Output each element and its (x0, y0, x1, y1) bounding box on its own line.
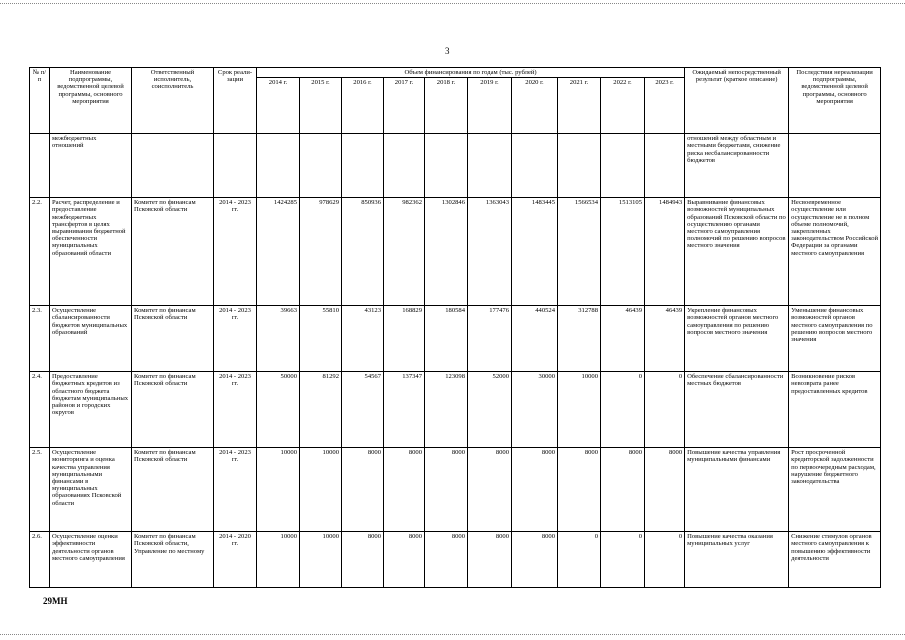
cell-consequences: Возникновение рисков невозврата ранее предоставленных кредитов (789, 372, 881, 448)
cell-term (214, 134, 257, 198)
footer-code: 29МН (43, 596, 68, 606)
cell-value: 137347 (384, 372, 425, 448)
cell-executor (132, 134, 214, 198)
cell-consequences: Рост просроченной кредиторской задолженности по первоочередным расходам, нарушение бюджетного законодательства (789, 448, 881, 532)
cell-value: 8000 (425, 532, 468, 588)
col-header-no: № п/п (30, 68, 50, 134)
col-header-result: Ожидаемый непосредственный результат (краткое описание) (685, 68, 789, 134)
cell-value: 1513105 (601, 198, 645, 306)
col-header-executor: Ответственный исполнитель, соисполнитель (132, 68, 214, 134)
col-header-funding: Объем финансирования по годам (тыс. рублей) (257, 68, 685, 78)
cell-value: 55810 (300, 306, 342, 372)
cell-name: Предоставление бюджетных кредитов из областного бюджета бюджетам муниципальных районов и городских округов (50, 372, 132, 448)
table-row (30, 134, 881, 198)
scan-edge-top (0, 3, 905, 4)
cell-name: Осуществление оценки эффективности деятельности органов местного самоуправления (50, 532, 132, 588)
cell-value: 0 (601, 372, 645, 448)
cell-value: 8000 (601, 448, 645, 532)
cell-name: Осуществление сбалансированности бюджетов муниципальных образований (50, 306, 132, 372)
cell-value (384, 134, 425, 198)
cell-term: 2014 - 2023 гг. (214, 448, 257, 532)
cell-value: 440524 (512, 306, 558, 372)
col-header-year: 2021 г. (558, 78, 601, 134)
col-header-year: 2017 г. (384, 78, 425, 134)
cell-value: 8000 (468, 532, 512, 588)
cell-value: 1302846 (425, 198, 468, 306)
cell-value: 8000 (512, 532, 558, 588)
cell-executor: Комитет по финансам Псковской области (132, 198, 214, 306)
cell-result: Повышение качества управления муниципальными финансами (685, 448, 789, 532)
col-header-year: 2022 г. (601, 78, 645, 134)
cell-result: Обеспечение сбалансированности местных бюджетов (685, 372, 789, 448)
cell-value: 180584 (425, 306, 468, 372)
cell-no: 2.3. (30, 306, 50, 372)
cell-value: 50000 (257, 372, 300, 448)
cell-value: 123098 (425, 372, 468, 448)
col-header-consequences: Последствия нереализации подпрограммы, ведомственной целевой программы, основного мероприятия (789, 68, 881, 134)
table-row (30, 198, 881, 306)
cell-value (512, 134, 558, 198)
cell-value (257, 134, 300, 198)
cell-value: 43123 (342, 306, 384, 372)
cell-executor: Комитет по финансам Псковской области (132, 306, 214, 372)
cell-value (468, 134, 512, 198)
cell-name: Расчет, распределение и предоставление межбюджетных трансфертов в целях выравнивания бюджетной обеспеченности муниципальных образований области (50, 198, 132, 306)
cell-value: 10000 (257, 532, 300, 588)
cell-consequences: Уменьшение финансовых возможностей органов местного самоуправления по решению вопросов местного значения (789, 306, 881, 372)
cell-value (342, 134, 384, 198)
cell-value: 46439 (601, 306, 645, 372)
cell-result: отношений между областным и местными бюджетами, снижение риска несбалансированности бюджетов (685, 134, 789, 198)
cell-consequences: Снижение стимулов органов местного самоуправления к повышению эффективности деятельности (789, 532, 881, 588)
cell-value: 8000 (384, 448, 425, 532)
cell-value: 1566534 (558, 198, 601, 306)
cell-value: 8000 (342, 448, 384, 532)
table-row (30, 532, 881, 588)
cell-value: 8000 (645, 448, 685, 532)
cell-value: 8000 (384, 532, 425, 588)
cell-value: 10000 (300, 532, 342, 588)
table-row (30, 372, 881, 448)
cell-value: 1483445 (512, 198, 558, 306)
header-row-1 (30, 68, 881, 78)
cell-name: Осуществление мониторинга и оценка качества управления муниципальными финансами в муниципальных образованиях Псковской области (50, 448, 132, 532)
cell-value: 850936 (342, 198, 384, 306)
cell-value (645, 134, 685, 198)
cell-term: 2014 - 2023 гг. (214, 198, 257, 306)
cell-value: 10000 (558, 372, 601, 448)
cell-value: 8000 (558, 448, 601, 532)
col-header-year: 2023 г. (645, 78, 685, 134)
cell-no: 2.5. (30, 448, 50, 532)
cell-value: 0 (601, 532, 645, 588)
cell-value: 978629 (300, 198, 342, 306)
cell-term: 2014 - 2020 гг. (214, 532, 257, 588)
cell-result: Выравнивание финансовых возможностей муниципальных образований Псковской области по осуществлению органами местного самоуправления полномочий по решению вопросов местного значения (685, 198, 789, 306)
cell-value: 46439 (645, 306, 685, 372)
cell-value: 81292 (300, 372, 342, 448)
cell-value: 10000 (257, 448, 300, 532)
cell-no: 2.4. (30, 372, 50, 448)
cell-no (30, 134, 50, 198)
table-row (30, 448, 881, 532)
cell-executor: Комитет по финансам Псковской области (132, 448, 214, 532)
col-header-name: Наименование подпрограммы, ведомственной целевой программы, основного мероприятия (50, 68, 132, 134)
col-header-year: 2020 г. (512, 78, 558, 134)
cell-consequences (789, 134, 881, 198)
cell-value: 54567 (342, 372, 384, 448)
cell-value: 1424285 (257, 198, 300, 306)
cell-value: 0 (558, 532, 601, 588)
page-number: 3 (445, 46, 450, 56)
cell-value: 982362 (384, 198, 425, 306)
cell-value: 39663 (257, 306, 300, 372)
cell-value (558, 134, 601, 198)
cell-executor: Комитет по финансам Псковской области (132, 372, 214, 448)
col-header-year: 2015 г. (300, 78, 342, 134)
cell-value: 30000 (512, 372, 558, 448)
cell-value: 1484943 (645, 198, 685, 306)
cell-value: 8000 (512, 448, 558, 532)
cell-value: 8000 (468, 448, 512, 532)
cell-result: Укрепление финансовых возможностей органов местного самоуправления по решению вопросов местного значения (685, 306, 789, 372)
cell-value: 8000 (342, 532, 384, 588)
col-header-year: 2016 г. (342, 78, 384, 134)
cell-value: 312788 (558, 306, 601, 372)
cell-no: 2.2. (30, 198, 50, 306)
col-header-year: 2014 г. (257, 78, 300, 134)
cell-value: 1363043 (468, 198, 512, 306)
col-header-year: 2018 г. (425, 78, 468, 134)
table-row (30, 306, 881, 372)
cell-value: 0 (645, 372, 685, 448)
cell-value: 0 (645, 532, 685, 588)
col-header-term: Срок реали- зации (214, 68, 257, 134)
cell-value: 168829 (384, 306, 425, 372)
cell-term: 2014 - 2023 гг. (214, 372, 257, 448)
cell-result: Повышение качества оказания муниципальных услуг (685, 532, 789, 588)
cell-value (425, 134, 468, 198)
cell-term: 2014 - 2023 гг. (214, 306, 257, 372)
program-table (29, 67, 881, 588)
cell-value (300, 134, 342, 198)
cell-value: 8000 (425, 448, 468, 532)
cell-executor: Комитет по финансам Псковской области, Управление по местному (132, 532, 214, 588)
cell-name: межбюджетных отношений (50, 134, 132, 198)
col-header-year: 2019 г. (468, 78, 512, 134)
cell-no: 2.6. (30, 532, 50, 588)
cell-consequences: Несвоевременное осуществление или осуществление не в полном объеме полномочий, закрепленных законодательством Российской Федерации за органами местного самоуправления (789, 198, 881, 306)
scan-edge-bottom (0, 634, 905, 635)
cell-value: 10000 (300, 448, 342, 532)
cell-value (601, 134, 645, 198)
cell-value: 52000 (468, 372, 512, 448)
cell-value: 177476 (468, 306, 512, 372)
